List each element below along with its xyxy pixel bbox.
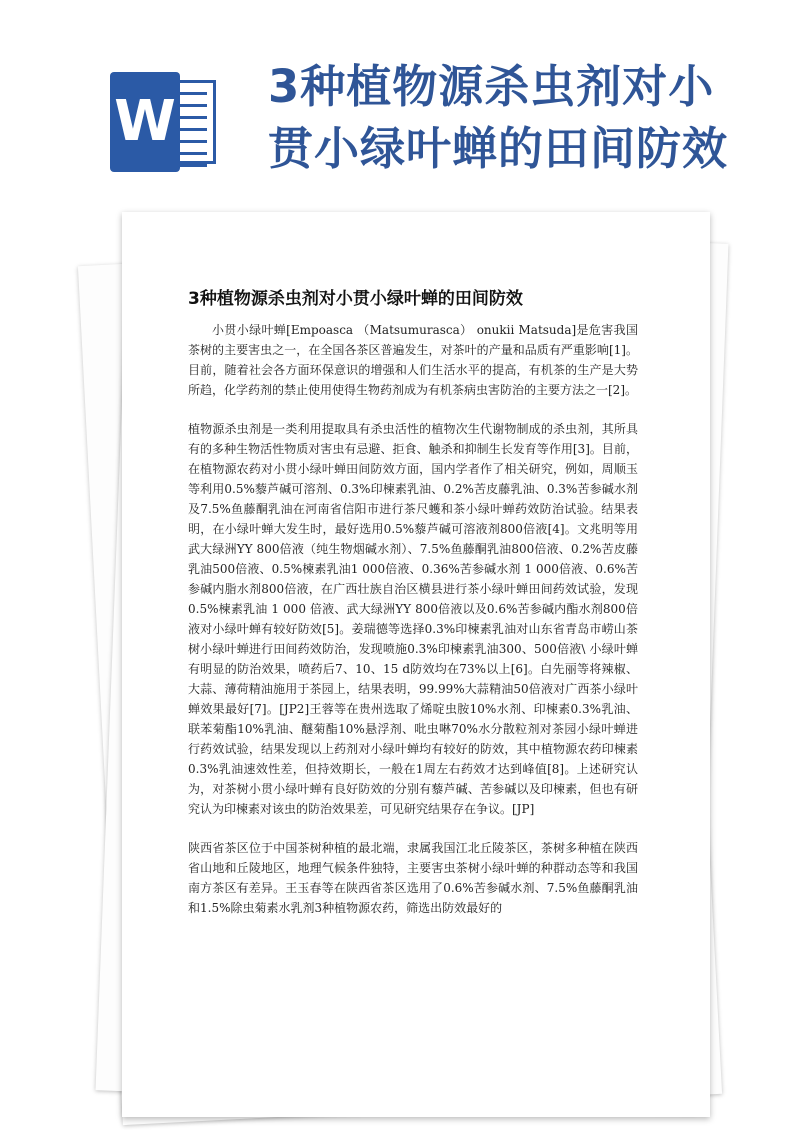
word-document-icon [110, 72, 220, 172]
word-badge: W [110, 72, 180, 172]
paragraph-2: 植物源杀虫剂是一类利用提取具有杀虫活性的植物次生代谢物制成的杀虫剂，其所具有的多种生物活性物质对害虫有忌避、拒食、触杀和抑制生长发育等作用[3]。目前，在植物源农药对小贯小绿叶蝉田间防效方面，国内学者作了相关研究，例如，周顺玉等利用0.5%藜芦碱可溶剂、0.3%印楝素乳油、0.2%苦皮藤乳油、0.3%苦参碱水剂及7.5%鱼藤酮乳油在河南省信阳市进行茶尺蠖和茶小绿叶蝉药效防治试验。结果表明，在小绿叶蝉大发生时，最好选用0.5%藜芦碱可溶液剂800倍液[4]。文兆明等用武大绿洲YY 800倍液（纯生物烟碱水剂）、7.5%鱼藤酮乳油800倍液、0.2%苦皮藤乳油500倍液、0.5%楝素乳油1 000倍液、0.36%苦参碱水剂 1 000倍液、0.6%苦参碱内脂水剂800倍液，在广西壮族自治区横县进行茶小绿叶蝉田间药效试验，发现0.5%楝素乳油 1 000 倍液、武大绿洲YY 800倍液以及0.6%苦参碱内酯水剂800倍液对小绿叶蝉有较好防效[5]。姜瑞德等选择0.3%印楝素乳油对山东省青岛市崂山茶树小绿叶蝉进行田间药效防治，发现喷施0.3%印楝素乳油300、500倍液\ 小绿叶蝉有明显的防治效果，喷药后7、10、15 d防效均在73%以上[6]。白先丽等将辣椒、大蒜、薄荷精油施用于茶园上，结果表明，99.99%大蒜精油50倍液对广西茶小绿叶蝉效果最好[7]。[JP2]王蓉等在贵州选取了烯啶虫胺10%水剂、印楝素0.3%乳油、联苯菊酯10%乳油、醚菊酯10%悬浮剂、吡虫啉70%水分散粒剂对茶园小绿叶蝉进行药效试验，结果发现以上药剂对小绿叶蝉均有较好的防效，其中植物源农药印楝素0.3%乳油速效性差，但持效期长，一般在1周左右药效才达到峰值[8]。上述研究认为，对茶树小贯小绿叶蝉有良好防效的分别有藜芦碱、苦参碱以及印楝素，但也有研究认为印楝素对该虫的防治效果差，可见研究结果存在争议。[JP] [188, 422, 638, 816]
page-title: 3种植物源杀虫剂对小贯小绿叶蝉的田间防效 [268, 60, 729, 175]
paragraph-3: 陕西省茶区位于中国茶树种植的最北端，隶属我国江北丘陵茶区，茶树多种植在陕西省山地和丘陵地区，地理气候条件独特，主要害虫茶树小绿叶蝉的种群动态等和我国南方茶区有差异。王玉春等在陕西省茶区选用了0.6%苦参碱水剂、7.5%鱼藤酮乳油和1.5%除虫菊素水乳剂3种植物源农药，筛选出防效最好的 [188, 841, 638, 915]
document-title: 3种植物源杀虫剂对小贯小绿叶蝉的田间防效 [188, 289, 523, 309]
document-body [188, 320, 638, 937]
paragraph-1: 小贯小绿叶蝉[Empoasca （Matsumurasca） onukii Matsuda]是危害我国茶树的主要害虫之一，在全国各茶区普遍发生，对茶叶的产量和品质有严重影响[1]。目前，随着社会各方面环保意识的增强和人们生活水平的提高，有机茶的生产是大势所趋，化学药剂的禁止使用使得生物药剂成为有机茶病虫害防治的主要方法之一[2]。 [188, 323, 638, 397]
document-page [122, 212, 710, 1117]
header [0, 0, 800, 200]
